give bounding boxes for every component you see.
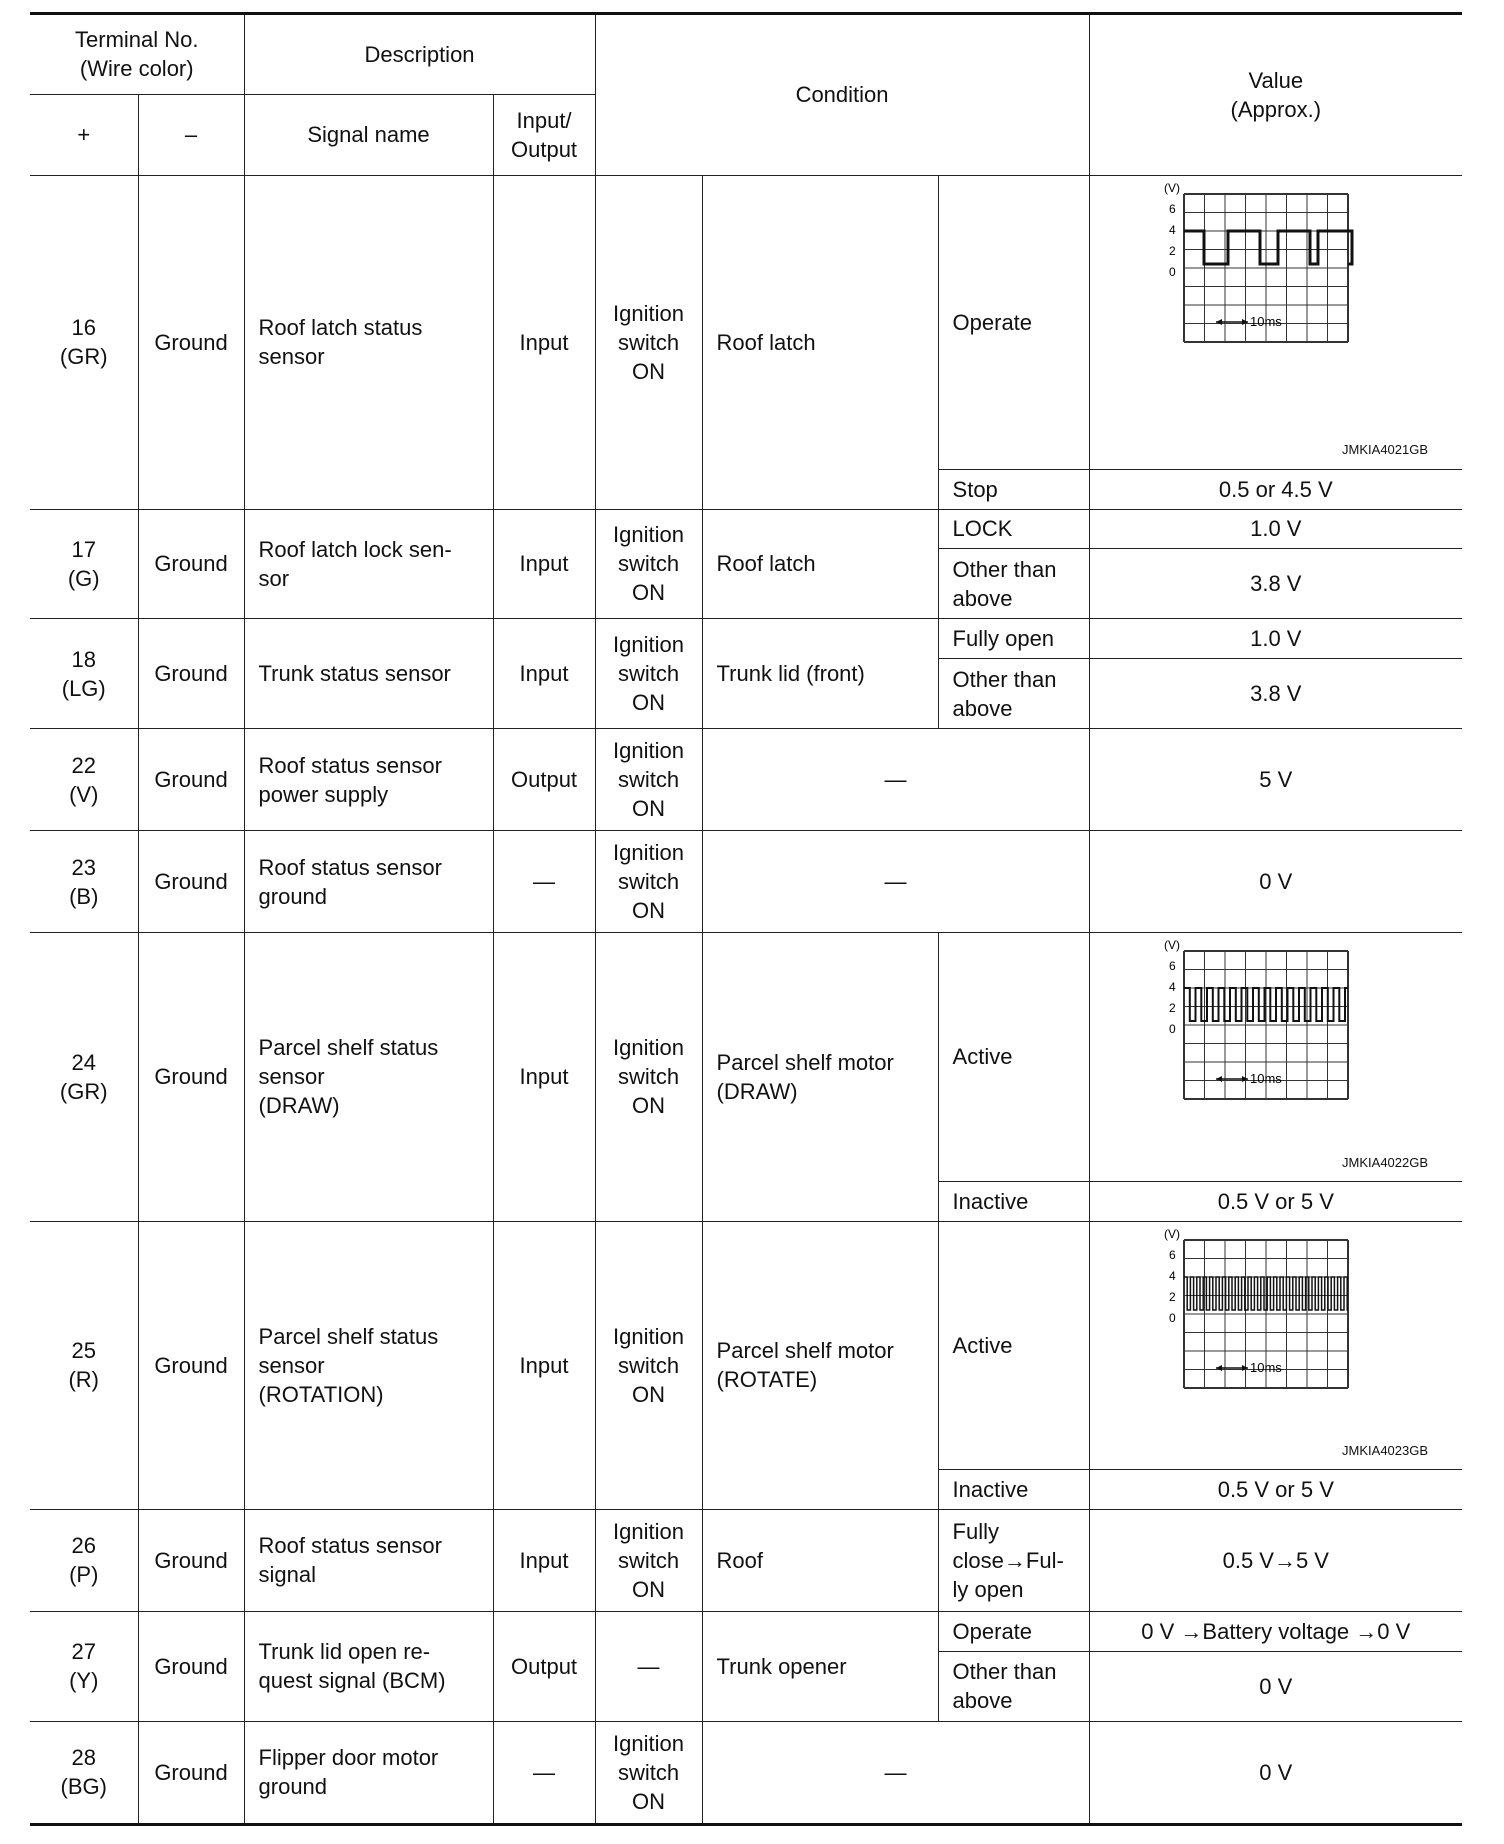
state-24-active: Active bbox=[938, 933, 1089, 1181]
terminal-24: 24 (GR) bbox=[30, 933, 138, 1221]
wave-code-25: JMKIA4023GB bbox=[1342, 1442, 1429, 1458]
signal-name-17: Roof latch lock sen- sor bbox=[244, 509, 493, 619]
waveform-cell-24 bbox=[1089, 933, 1462, 1181]
wave-tick-24-6: 6 bbox=[1168, 959, 1176, 974]
value-18-fully-open: 1.0 V bbox=[1089, 619, 1462, 659]
terminal-25: 25 (R) bbox=[30, 1221, 138, 1509]
ground-26: Ground bbox=[138, 1509, 244, 1611]
waveform-cell-25 bbox=[1089, 1221, 1462, 1469]
wave-timediv-16: 10ms bbox=[1249, 313, 1282, 329]
value-17-lock: 1.0 V bbox=[1089, 509, 1462, 549]
condition-18: Trunk lid (front) bbox=[702, 619, 938, 729]
ignition-23: Ignition switch ON bbox=[595, 831, 702, 933]
condition-24: Parcel shelf motor (DRAW) bbox=[702, 933, 938, 1221]
state-16-operate: Operate bbox=[938, 175, 1089, 469]
wave-unit-16: (V) bbox=[1163, 180, 1180, 195]
waveform-25 bbox=[1146, 1224, 1406, 1424]
header-terminal-no: Terminal No. (Wire color) bbox=[30, 14, 244, 95]
header-minus: – bbox=[138, 94, 244, 175]
state-18-fully-open: Fully open bbox=[938, 619, 1089, 659]
value-16-stop: 0.5 or 4.5 V bbox=[1089, 469, 1462, 509]
waveform-cell-16 bbox=[1089, 175, 1462, 469]
condition-16: Roof latch bbox=[702, 175, 938, 509]
signal-name-18: Trunk status sensor bbox=[244, 619, 493, 729]
io-28: — bbox=[493, 1721, 595, 1824]
signal-name-25: Parcel shelf status sensor (ROTATION) bbox=[244, 1221, 493, 1509]
wave-tick-25-2: 2 bbox=[1168, 1289, 1176, 1304]
header-signal-name: Signal name bbox=[244, 94, 493, 175]
value-27-operate: 0 V →Battery voltage →0 V bbox=[1089, 1611, 1462, 1651]
state-16-stop: Stop bbox=[938, 469, 1089, 509]
condition-28: — bbox=[702, 1721, 1089, 1824]
terminal-27: 27 (Y) bbox=[30, 1611, 138, 1721]
ignition-17: Ignition switch ON bbox=[595, 509, 702, 619]
ground-18: Ground bbox=[138, 619, 244, 729]
state-26: Fully close→Ful- ly open bbox=[938, 1509, 1089, 1611]
wave-tick-16-2: 2 bbox=[1168, 243, 1176, 258]
header-plus: + bbox=[30, 94, 138, 175]
terminal-26: 26 (P) bbox=[30, 1509, 138, 1611]
value-23: 0 V bbox=[1089, 831, 1462, 933]
ignition-26: Ignition switch ON bbox=[595, 1509, 702, 1611]
value-25-inactive: 0.5 V or 5 V bbox=[1089, 1469, 1462, 1509]
wave-tick-16-0: 0 bbox=[1168, 264, 1176, 279]
io-18: Input bbox=[493, 619, 595, 729]
wave-timediv-25: 10ms bbox=[1249, 1359, 1282, 1375]
state-17-lock: LOCK bbox=[938, 509, 1089, 549]
signal-name-28: Flipper door motor ground bbox=[244, 1721, 493, 1824]
ignition-27: — bbox=[595, 1611, 702, 1721]
io-17: Input bbox=[493, 509, 595, 619]
condition-17: Roof latch bbox=[702, 509, 938, 619]
value-17-other: 3.8 V bbox=[1089, 549, 1462, 619]
ground-28: Ground bbox=[138, 1721, 244, 1824]
ground-27: Ground bbox=[138, 1611, 244, 1721]
io-23: — bbox=[493, 831, 595, 933]
condition-22: — bbox=[702, 729, 1089, 831]
condition-23: — bbox=[702, 831, 1089, 933]
waveform-16 bbox=[1146, 178, 1406, 378]
ground-17: Ground bbox=[138, 509, 244, 619]
io-24: Input bbox=[493, 933, 595, 1221]
state-25-active: Active bbox=[938, 1221, 1089, 1469]
wave-tick-16-4: 4 bbox=[1168, 222, 1176, 237]
state-25-inactive: Inactive bbox=[938, 1469, 1089, 1509]
state-27-operate: Operate bbox=[938, 1611, 1089, 1651]
ground-23: Ground bbox=[138, 831, 244, 933]
signal-name-16: Roof latch status sensor bbox=[244, 175, 493, 509]
state-18-other: Other than above bbox=[938, 659, 1089, 729]
wave-tick-24-0: 0 bbox=[1168, 1022, 1176, 1037]
state-17-other: Other than above bbox=[938, 549, 1089, 619]
terminal-17: 17 (G) bbox=[30, 509, 138, 619]
value-28: 0 V bbox=[1089, 1721, 1462, 1824]
io-16: Input bbox=[493, 175, 595, 509]
signal-name-26: Roof status sensor signal bbox=[244, 1509, 493, 1611]
value-24-inactive: 0.5 V or 5 V bbox=[1089, 1181, 1462, 1221]
signal-name-24: Parcel shelf status sensor (DRAW) bbox=[244, 933, 493, 1221]
wave-unit-25: (V) bbox=[1163, 1226, 1180, 1241]
ground-16: Ground bbox=[138, 175, 244, 509]
header-input-output: Input/ Output bbox=[493, 94, 595, 175]
wave-trace-16 bbox=[1184, 231, 1352, 264]
terminal-28: 28 (BG) bbox=[30, 1721, 138, 1824]
value-26: 0.5 V→5 V bbox=[1089, 1509, 1462, 1611]
wave-tick-25-0: 0 bbox=[1168, 1310, 1176, 1325]
state-24-inactive: Inactive bbox=[938, 1181, 1089, 1221]
ignition-25: Ignition switch ON bbox=[595, 1221, 702, 1509]
io-22: Output bbox=[493, 729, 595, 831]
value-18-other: 3.8 V bbox=[1089, 659, 1462, 729]
wave-tick-25-6: 6 bbox=[1168, 1247, 1176, 1262]
terminal-16: 16 (GR) bbox=[30, 175, 138, 509]
terminal-23: 23 (B) bbox=[30, 831, 138, 933]
value-22: 5 V bbox=[1089, 729, 1462, 831]
signal-name-27: Trunk lid open re- quest signal (BCM) bbox=[244, 1611, 493, 1721]
ground-24: Ground bbox=[138, 933, 244, 1221]
ground-25: Ground bbox=[138, 1221, 244, 1509]
value-27-other: 0 V bbox=[1089, 1651, 1462, 1721]
ignition-22: Ignition switch ON bbox=[595, 729, 702, 831]
ignition-24: Ignition switch ON bbox=[595, 933, 702, 1221]
terminal-22: 22 (V) bbox=[30, 729, 138, 831]
header-value: Value (Approx.) bbox=[1089, 14, 1462, 176]
wave-tick-24-4: 4 bbox=[1168, 980, 1176, 995]
condition-27: Trunk opener bbox=[702, 1611, 938, 1721]
ignition-16: Ignition switch ON bbox=[595, 175, 702, 509]
io-27: Output bbox=[493, 1611, 595, 1721]
wave-timediv-24: 10ms bbox=[1249, 1071, 1282, 1087]
wave-code-16: JMKIA4021GB bbox=[1342, 442, 1429, 458]
wave-unit-24: (V) bbox=[1163, 938, 1180, 953]
io-25: Input bbox=[493, 1221, 595, 1509]
waveform-24 bbox=[1146, 935, 1406, 1135]
wave-tick-25-4: 4 bbox=[1168, 1268, 1176, 1283]
io-26: Input bbox=[493, 1509, 595, 1611]
wave-tick-24-2: 2 bbox=[1168, 1001, 1176, 1016]
wave-tick-16-6: 6 bbox=[1168, 201, 1176, 216]
signal-name-22: Roof status sensor power supply bbox=[244, 729, 493, 831]
header-description: Description bbox=[244, 14, 595, 95]
signal-name-23: Roof status sensor ground bbox=[244, 831, 493, 933]
header-condition: Condition bbox=[595, 14, 1089, 176]
condition-26: Roof bbox=[702, 1509, 938, 1611]
ignition-28: Ignition switch ON bbox=[595, 1721, 702, 1824]
terminal-spec-table bbox=[30, 12, 1462, 1826]
condition-25: Parcel shelf motor (ROTATE) bbox=[702, 1221, 938, 1509]
wave-code-24: JMKIA4022GB bbox=[1342, 1154, 1429, 1170]
state-27-other: Other than above bbox=[938, 1651, 1089, 1721]
terminal-18: 18 (LG) bbox=[30, 619, 138, 729]
ignition-18: Ignition switch ON bbox=[595, 619, 702, 729]
ground-22: Ground bbox=[138, 729, 244, 831]
